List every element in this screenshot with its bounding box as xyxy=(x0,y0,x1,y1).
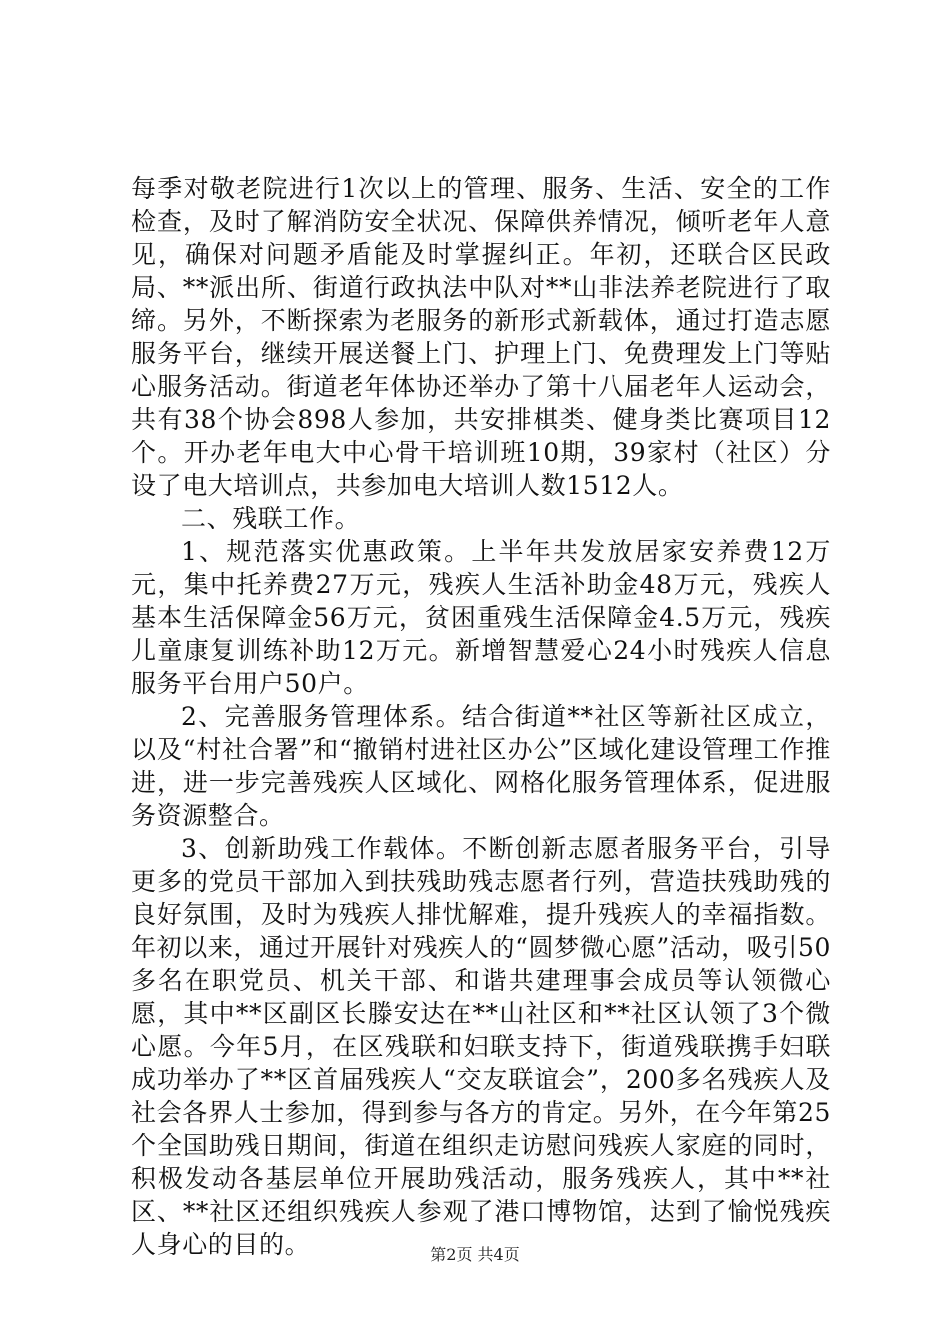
paragraph-preferential-policies: 1、规范落实优惠政策。上半年共发放居家安养费12万元，集中托养费27万元，残疾人生活补助金48万元，残疾人基本生活保障金56万元，贫困重残生活保障金4.5万元，残疾儿童康复训练补助12万元。新增智慧爱心24小时残疾人信息服务平台用户50户。 xyxy=(131,537,831,698)
paragraph-service-management: 2、完善服务管理体系。结合街道**社区等新社区成立，以及“村社合署”和“撤销村进社区办公”区域化建设管理工作推进，进一步完善残疾人区域化、网格化服务管理体系，促进服务资源整合。 xyxy=(131,702,831,830)
paragraph-elderly-services: 每季对敬老院进行1次以上的管理、服务、生活、安全的工作检查，及时了解消防安全状况、保障供养情况，倾听老年人意见，确保对问题矛盾能及时掌握纠正。年初，还联合区民政局、**派出所、街道行政执法中队对**山非法养老院进行了取缔。另外，不断探索为老服务的新形式新载体，通过打造志愿服务平台，继续开展送餐上门、护理上门、免费理发上门等贴心服务活动。街道老年体协还举办了第十八届老年人运动会，共有38个协会898人参加，共安排棋类、健身类比赛项目12个。开办老年电大中心骨干培训班10期，39家村（社区）分设了电大培训点，共参加电大培训人数1512人。 xyxy=(131,174,831,500)
document-body xyxy=(131,172,831,1261)
paragraph-innovation-carriers: 3、创新助残工作载体。不断创新志愿者服务平台，引导更多的党员干部加入到扶残助残志愿者行列，营造扶残助残的良好氛围，及时为残疾人排忧解难，提升残疾人的幸福指数。年初以来，通过开展针对残疾人的“圆梦微心愿”活动，吸引50多名在职党员、机关干部、和谐共建理事会成员等认领微心愿，其中**区副区长滕安达在**山社区和**社区认领了3个微心愿。今年5月，在区残联和妇联支持下，街道残联携手妇联成功举办了**区首届残疾人“交友联谊会”，200多名残疾人及社会各界人士参加，得到参与各方的肯定。另外，在今年第25个全国助残日期间，街道在组织走访慰问残疾人家庭的同时，积极发动各基层单位开展助残活动，服务残疾人，其中**社区、**社区还组织残疾人参观了港口博物馆，达到了愉悦残疾人身心的目的。 xyxy=(131,834,831,1259)
page-footer: 第2页 共4页 xyxy=(430,1245,520,1264)
section-heading-disabled-federation: 二、残联工作。 xyxy=(181,504,361,533)
